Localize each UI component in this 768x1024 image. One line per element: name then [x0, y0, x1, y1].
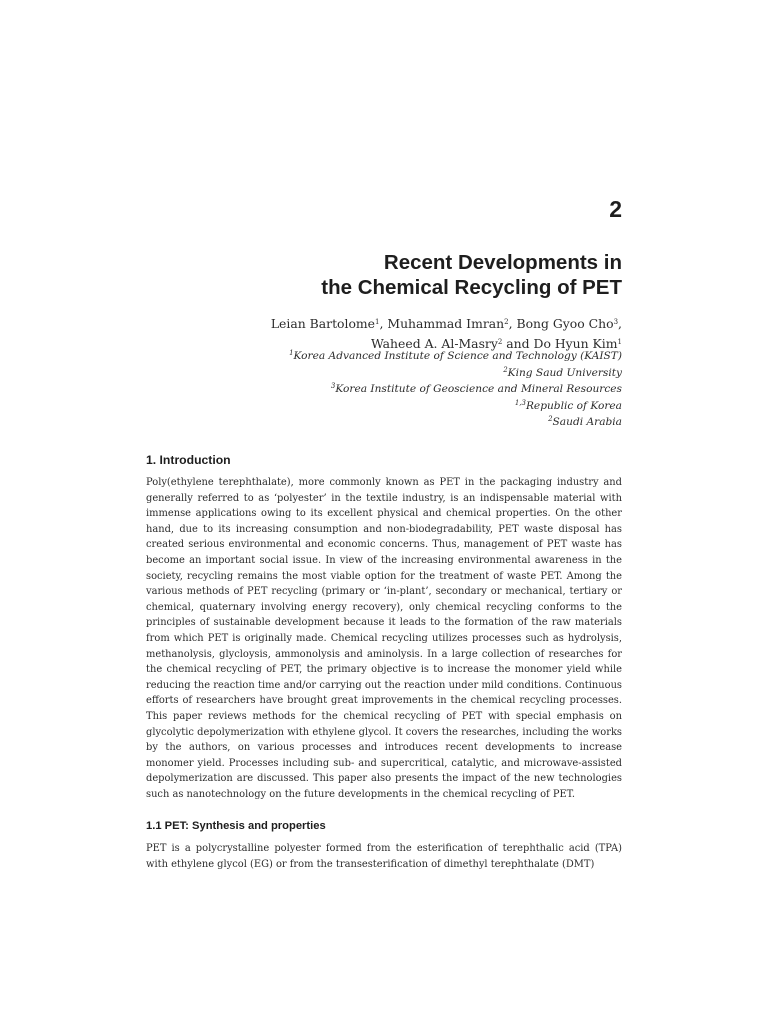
author-name: Waheed A. Al-Masry: [371, 336, 498, 351]
subsection-heading-pet-synthesis: 1.1 PET: Synthesis and properties: [146, 820, 326, 832]
introduction-paragraph: Poly(ethylene terephthalate), more commonly known as PET in the packaging industry and generally referred to as ‘polyester’ in the textile industry, is an indispensable material with immense applications owing to its excellent physical and chemical properties. On the other hand, due to its increasing consumption and non-biodegradability, PET waste disposal has created serious environmental and economic concerns. Thus, management of PET waste has become an important social issue. In view of the increasing environmental awareness in the society, recycling remains the most viable option for the treatment of waste PET. Among the various methods of PET recycling (primary or ‘in-plant’, secondary or mechanical, tertiary or chemical, quaternary involving energy recovery), only chemical recycling conforms to the principles of sustainable development because it leads to the formation of the raw materials from which PET is originally made. Chemical recycling utilizes processes such as hydrolysis, methanolysis, glycloysis, ammonolysis and aminolysis. In a large collection of researches for the chemical recycling of PET, the primary objective is to increase the monomer yield while reducing the reaction time and/or carrying out the reaction under mild conditions. Continuous efforts of researchers have brought great improvements in the chemical recycling processes. This paper reviews methods for the chemical recycling of PET with special emphasis on glycolytic depolymerization with ethylene glycol. It covers the researches, including the works by the authors, on various processes and introduces recent developments to increase monomer yield. Processes including sub- and supercritical, catalytic, and microwave-assisted depolymerization are discussed. This paper also presents the impact of the new technologies such as nanotechnology on the future developments in the chemical recycling of PET.: [146, 477, 622, 800]
affiliation-list: [289, 348, 622, 431]
author-separator: ,: [618, 316, 622, 331]
affiliation-marker: 1: [289, 349, 294, 357]
author-affiliation-marker: 2: [504, 318, 509, 326]
affiliation-text: Republic of Korea: [525, 399, 622, 412]
affiliation-marker: 2: [503, 365, 508, 374]
chapter-title-line-1: Recent Developments in: [383, 251, 622, 274]
author-name: Leian Bartolome: [270, 316, 376, 331]
author-name: Bong Gyoo Cho: [516, 316, 614, 331]
author-name: Muhammad Imran: [387, 316, 505, 331]
affiliation: [289, 414, 622, 431]
affiliation-text: Korea Advanced Institute of Science and Technology (KAIST): [293, 350, 622, 362]
chapter-title: [321, 250, 622, 300]
affiliation: [289, 348, 622, 365]
affiliation-marker: 2: [548, 415, 553, 423]
author-separator: ,: [508, 316, 517, 331]
section-heading-introduction: 1. Introduction: [146, 453, 231, 467]
affiliation-text: King Saud University: [507, 366, 622, 379]
affiliation-text: Saudi Arabia: [552, 416, 622, 428]
affiliation-text: Korea Institute of Geoscience and Mineral Resources: [335, 383, 622, 395]
chapter-title-line-2: the Chemical Recycling of PET: [321, 276, 622, 299]
affiliation: [289, 365, 622, 382]
author-affiliation-marker: 3: [613, 318, 619, 326]
author-line: [271, 314, 622, 334]
author-separator: and: [502, 336, 534, 351]
author-affiliation-marker: 2: [497, 338, 503, 346]
pet-synthesis-paragraph: PET is a polycrystalline polyester formed from the esterification of terephthalic acid (TPA) with ethylene glycol (EG) or from the transesterification of dimethyl terephthalate (DMT): [146, 843, 622, 870]
affiliation-marker: 3: [330, 382, 336, 390]
chapter-number: 2: [609, 196, 622, 222]
affiliation: [289, 381, 622, 398]
author-name: Do Hyun Kim: [533, 336, 618, 351]
affiliation-marker: 1,3: [514, 398, 526, 407]
author-affiliation-marker: 1: [617, 338, 622, 346]
author-separator: ,: [379, 316, 388, 331]
affiliation: [289, 398, 622, 415]
author-affiliation-marker: 1: [375, 318, 380, 326]
